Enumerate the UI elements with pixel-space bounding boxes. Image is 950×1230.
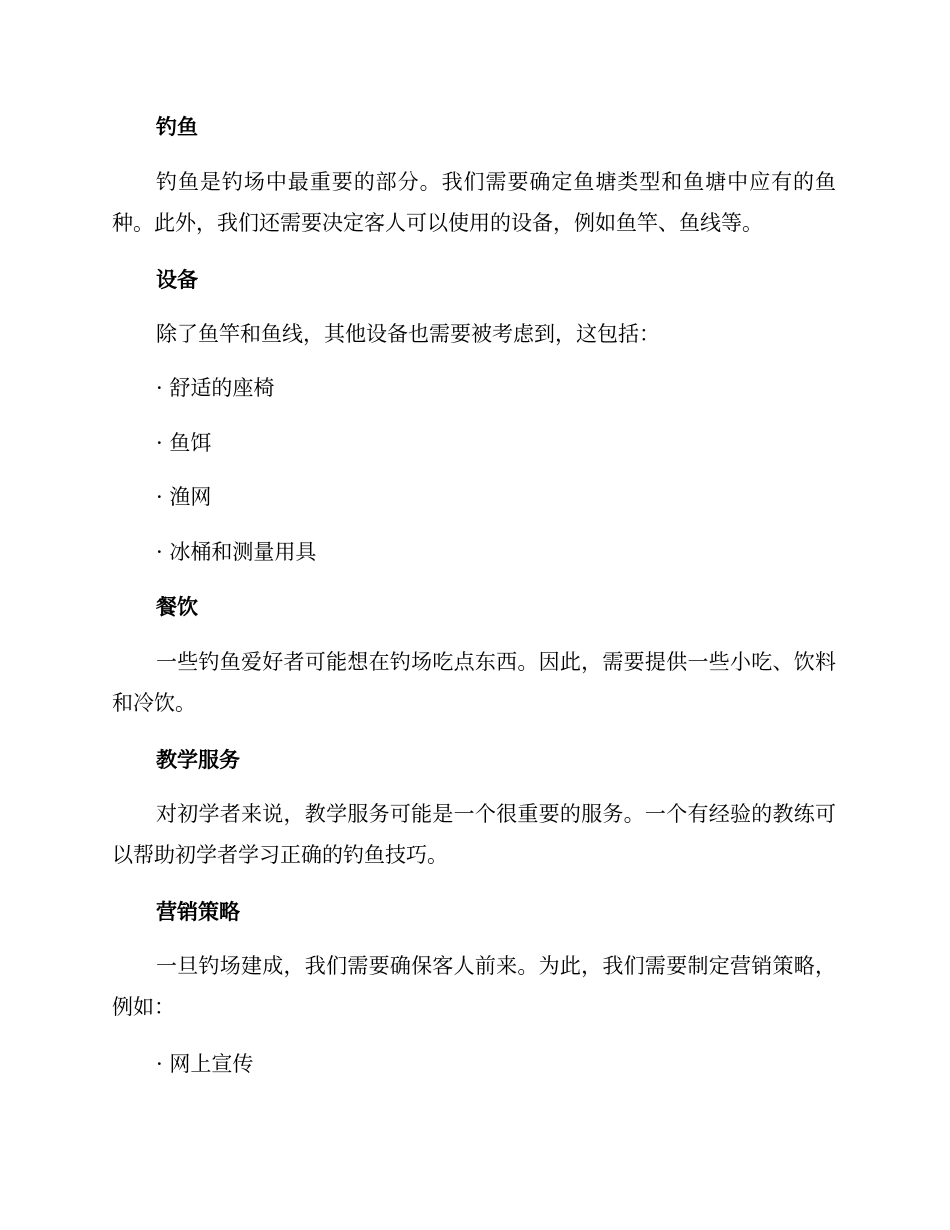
section-heading-marketing: 营销策略 bbox=[156, 900, 240, 924]
section-paragraph-marketing: 一旦钓场建成，我们需要确保客人前来。为此，我们需要制定营销策略，例如： bbox=[112, 954, 836, 1019]
section-paragraph-catering: 一些钓鱼爱好者可能想在钓场吃点东西。因此，需要提供一些小吃、饮料和冷饮。 bbox=[112, 650, 836, 715]
list-item: · 网上宣传 bbox=[156, 1052, 254, 1076]
list-item: · 冰桶和测量用具 bbox=[156, 540, 317, 564]
list-item: · 鱼饵 bbox=[156, 431, 212, 455]
list-item: · 渔网 bbox=[156, 485, 212, 509]
section-paragraph-fishing: 钓鱼是钓场中最重要的部分。我们需要确定鱼塘类型和鱼塘中应有的鱼种。此外，我们还需要决定客人可以使用的设备，例如鱼竿、鱼线等。 bbox=[112, 170, 836, 235]
section-heading-catering: 餐饮 bbox=[156, 595, 198, 619]
list-item: · 舒适的座椅 bbox=[156, 376, 275, 400]
section-heading-teaching: 教学服务 bbox=[156, 748, 240, 772]
section-paragraph-teaching: 对初学者来说，教学服务可能是一个很重要的服务。一个有经验的教练可以帮助初学者学习正确的钓鱼技巧。 bbox=[112, 802, 836, 867]
section-heading-equipment: 设备 bbox=[156, 268, 198, 292]
section-heading-fishing: 钓鱼 bbox=[156, 115, 198, 139]
section-paragraph-equipment: 除了鱼竿和鱼线，其他设备也需要被考虑到，这包括： bbox=[156, 322, 660, 346]
